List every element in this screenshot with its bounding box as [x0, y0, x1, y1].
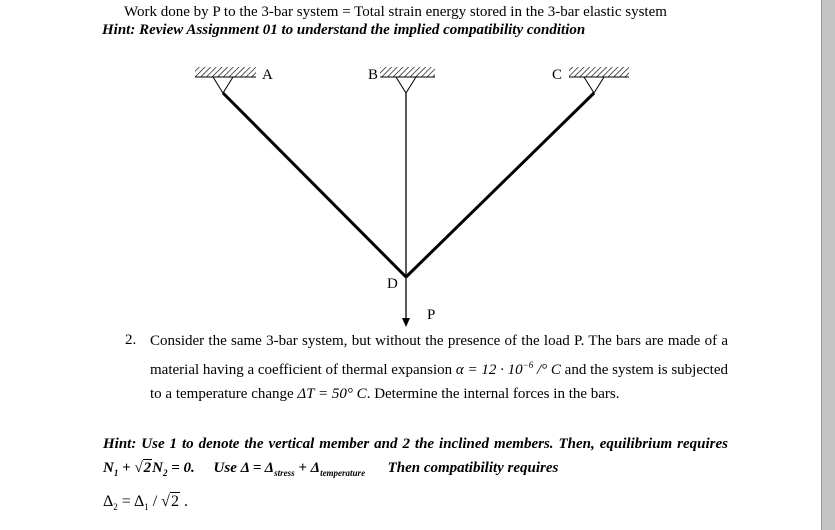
pin-c [584, 77, 604, 93]
problem-text-part2: and the system is subjected to a temperature change [150, 362, 728, 402]
bar-ad [223, 93, 406, 277]
support-b-hatch [380, 67, 435, 77]
energy-statement: Work done by P to the 3-bar system = Total strain energy stored in the 3-bar elastic system [124, 4, 667, 20]
pin-a [213, 77, 233, 93]
support-a-hatch [195, 67, 256, 77]
delta-t-expression: ΔT = 50° C [297, 386, 367, 402]
hint-equilibrium-block: Hint: Use 1 to denote the vertical member and 2 the inclined members. Then, equilibrium requires $N_1 + √2N_2 = 0$. Use $\Delta = \Delta_{stress} + \Delta_{temperature}$ Then compatibility requires [103, 436, 728, 478]
support-c-hatch [569, 67, 629, 77]
vertical-scrollbar[interactable] [821, 0, 835, 530]
compatibility-equation: $\Delta_2 = \Delta_1 / √2$ . [103, 493, 188, 513]
label-d: D [387, 276, 398, 292]
alpha-expression: $\alpha = 12 \cdot 10^{-6}$ /° C [455, 360, 561, 378]
equilibrium-equation: $N_1 + √2N_2 = 0$. [103, 460, 195, 478]
label-b: B [368, 67, 379, 83]
delta-decomposition: $\Delta = \Delta_{stress} + \Delta_{temperature}$ [240, 460, 366, 478]
problem-number: 2. [125, 332, 137, 348]
problem-text-part1: Consider the same 3-bar system, but without the presence of the load P. The bars are made of a material having a coefficient of thermal expansion [150, 333, 728, 378]
label-a: A [262, 67, 273, 83]
label-c: C [552, 67, 563, 83]
load-arrow-head [402, 318, 410, 327]
problem-text-part3: . Determine the internal forces in the bars. [366, 386, 620, 402]
label-p: P [427, 307, 436, 323]
bar-cd [406, 93, 594, 277]
problem-2-text [150, 329, 728, 406]
hint-review-assignment: Hint: Review Assignment 01 to understand the implied compatibility condition [102, 22, 586, 38]
pin-b [396, 77, 416, 93]
